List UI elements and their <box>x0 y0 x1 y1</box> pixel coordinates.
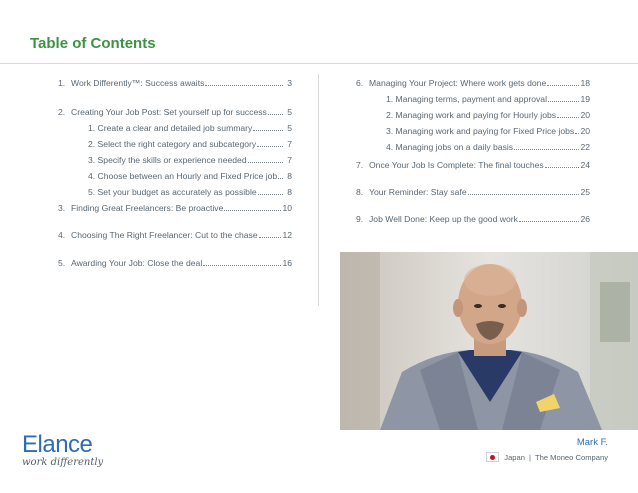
toc-entry-number: 8. <box>356 187 364 197</box>
dot-leader <box>205 85 283 86</box>
toc-entry-text: 4. Choose between an Hourly and Fixed Price job <box>88 171 278 181</box>
toc-entry-text: Once Your Job Is Complete: The final touches <box>369 160 544 170</box>
toc-entry-page: 10 <box>282 203 292 213</box>
toc-entry-page: 24 <box>580 160 590 170</box>
japan-flag-icon <box>486 452 499 462</box>
dot-leader <box>468 194 580 195</box>
dot-leader <box>253 130 283 131</box>
dot-leader <box>268 114 283 115</box>
freelancer-country: Japan <box>504 452 525 462</box>
toc-entry-text: 3. Specify the skills or experience needed <box>88 155 247 165</box>
dot-leader <box>519 221 580 222</box>
dot-leader <box>557 117 579 118</box>
toc-entry-number: 9. <box>356 214 364 224</box>
toc-subentry[interactable] <box>386 110 590 120</box>
toc-entry-page: 26 <box>580 214 590 224</box>
logo-wordmark: Elance <box>22 431 93 458</box>
dot-leader <box>224 210 281 211</box>
logo-tagline: work differently <box>22 457 104 468</box>
toc-subentry[interactable] <box>88 171 292 181</box>
toc-entry-page: 3 <box>287 78 292 88</box>
toc-entry-text: Managing Your Project: Where work gets done <box>369 78 547 88</box>
dot-leader <box>545 167 580 168</box>
toc-subentry[interactable] <box>88 155 292 165</box>
toc-entry[interactable] <box>58 78 292 88</box>
toc-entry-text: Creating Your Job Post: Set yourself up for success <box>71 107 267 117</box>
toc-entry-text: 3. Managing work and paying for Fixed Price jobs <box>386 126 575 136</box>
toc-entry-page: 22 <box>580 142 590 152</box>
toc-entry[interactable] <box>58 107 292 117</box>
toc-entry-text: Awarding Your Job: Close the deal <box>71 258 203 268</box>
toc-subentry[interactable] <box>386 142 590 152</box>
dot-leader <box>258 194 283 195</box>
toc-subentry[interactable] <box>386 94 590 104</box>
toc-subentry[interactable] <box>88 139 292 149</box>
elance-logo <box>22 433 103 468</box>
dot-leader <box>548 101 579 102</box>
toc-entry-number: 3. <box>58 203 66 213</box>
toc-entry-page: 12 <box>282 230 292 240</box>
column-divider <box>318 74 319 306</box>
toc-subentry[interactable] <box>88 187 292 197</box>
dot-leader <box>575 133 579 134</box>
portrait-illustration <box>340 252 638 430</box>
toc-entry-number: 7. <box>356 160 364 170</box>
toc-entry[interactable] <box>58 230 292 240</box>
toc-entry[interactable] <box>356 187 590 197</box>
toc-entry-text: Choosing The Right Freelancer: Cut to the chase <box>71 230 258 240</box>
dot-leader <box>259 237 282 238</box>
dot-leader <box>278 178 283 179</box>
dot-leader <box>257 146 283 147</box>
toc-entry-page: 19 <box>580 94 590 104</box>
freelancer-company: The Moneo Company <box>534 452 608 462</box>
toc-entry-text: 4. Managing jobs on a daily basis <box>386 142 514 152</box>
title-divider <box>0 63 638 64</box>
toc-entry-page: 8 <box>287 187 292 197</box>
toc-entry-page: 8 <box>287 171 292 181</box>
toc-entry-text: 5. Set your budget as accurately as possible <box>88 187 257 197</box>
toc-entry-page: 16 <box>282 258 292 268</box>
toc-subentry[interactable] <box>88 123 292 133</box>
toc-entry[interactable] <box>58 258 292 268</box>
toc-entry-text: Your Reminder: Stay safe <box>369 187 467 197</box>
toc-entry-page: 5 <box>287 107 292 117</box>
toc-entry-text: 1. Create a clear and detailed job summary <box>88 123 253 133</box>
dot-leader <box>203 265 281 266</box>
dot-leader <box>514 149 579 150</box>
toc-entry-page: 7 <box>287 139 292 149</box>
toc-entry[interactable] <box>356 78 590 88</box>
toc-entry-number: 6. <box>356 78 364 88</box>
toc-entry-text: Finding Great Freelancers: Be proactive <box>71 203 224 213</box>
toc-entry-text: Work Differently™: Success awaits <box>71 78 205 88</box>
toc-entry-page: 25 <box>580 187 590 197</box>
freelancer-photo <box>340 252 638 430</box>
toc-entry[interactable] <box>58 203 292 213</box>
separator: | <box>528 452 531 462</box>
toc-entry-text: 1. Managing terms, payment and approval <box>386 94 547 104</box>
freelancer-meta <box>486 452 608 462</box>
toc-entry-number: 5. <box>58 258 66 268</box>
freelancer-name: Mark F. <box>576 437 608 448</box>
toc-entry-page: 7 <box>287 155 292 165</box>
toc-entry-number: 4. <box>58 230 66 240</box>
toc-entry-page: 18 <box>580 78 590 88</box>
toc-entry-page: 5 <box>287 123 292 133</box>
toc-entry-page: 20 <box>580 110 590 120</box>
toc-entry-page: 20 <box>580 126 590 136</box>
toc-entry-text: Job Well Done: Keep up the good work <box>369 214 518 224</box>
toc-entry-text: 2. Managing work and paying for Hourly jobs <box>386 110 557 120</box>
dot-leader <box>547 85 579 86</box>
toc-entry-number: 2. <box>58 107 66 117</box>
toc-entry-number: 1. <box>58 78 66 88</box>
page-title: Table of Contents <box>30 35 156 52</box>
toc-entry-text: 2. Select the right category and subcategory <box>88 139 257 149</box>
toc-entry[interactable] <box>356 214 590 224</box>
toc-subentry[interactable] <box>386 126 590 136</box>
dot-leader <box>248 162 283 163</box>
toc-entry[interactable] <box>356 160 590 170</box>
